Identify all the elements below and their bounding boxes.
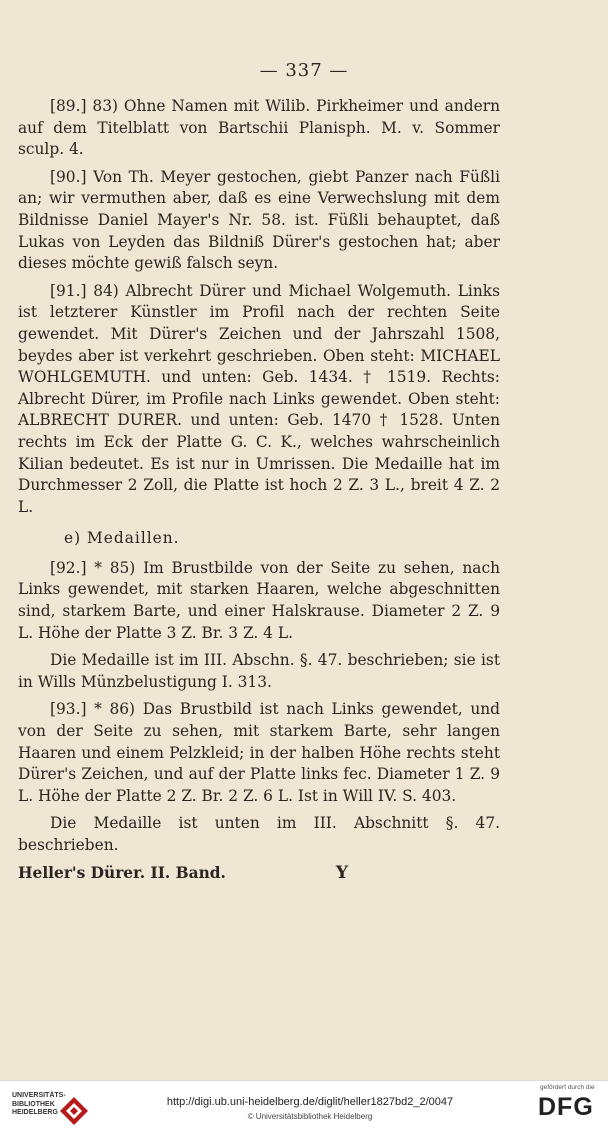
dfg-logo[interactable]: DFG (538, 1093, 594, 1121)
university-library-name: UNIVERSITÄTS- BIBLIOTHEK HEIDELBERG (12, 1092, 66, 1116)
copyright-notice: © Universitätsbibliothek Heidelberg (247, 1112, 373, 1121)
page-number: — 337 — (259, 60, 349, 81)
paragraph-90: [90.] Von Th. Meyer gestochen, giebt Panzer nach Füßli an; wir vermuthen aber, daß es eine Verwechslung mit dem Bildnisse Daniel Mayer's Nr. 58. ist. Füßli behauptet, daß Lukas von Leyden das Bildniß Dürer's gestochen hat; aber dieses möchte gewiß falsch seyn. (18, 167, 500, 273)
paragraph-92: [92.] * 85) Im Brustbilde von der Seite zu sehen, nach Links gewendet, mit starken Haaren, welche abgeschnitten sind, starkem Barte, und einer Halskrause. Diameter 2 Z. 9 L. Höhe der Platte 3 Z. Br. 3 Z. 4 L. (18, 558, 500, 642)
paragraph-93: [93.] * 86) Das Brustbild ist nach Links gewendet, und von der Seite zu sehen, mit starkem Barte, sehr langen Haaren und einem Pelzkleid; in der halben Höhe rechts steht Dürer's Zeichen, und auf der Platte links fec. Diameter 1 Z. 9 L. Höhe der Platte 2 Z. Br. 2 Z. 6 L. Ist in Will IV. S. 403. (18, 700, 500, 805)
paragraph-89: [89.] 83) Ohne Namen mit Wilib. Pirkheimer und andern auf dem Titelblatt von Bartschii Planisph. M. v. Sommer sculp. 4. (18, 97, 500, 159)
signature-mark: Y (335, 862, 348, 883)
permalink-url[interactable]: http://digi.ub.uni-heidelberg.de/diglit/heller1827bd2_2/0047 (166, 1096, 454, 1108)
section-heading-medaillen: e) Medaillen. (64, 529, 180, 548)
university-seal-icon (58, 1095, 90, 1127)
paragraph-91: [91.] 84) Albrecht Dürer und Michael Wolgemuth. Links ist letzterer Künstler im Profil nach der rechten Seite gewendet. Mit Dürer's Zeichen und der Jahrszahl 1508, beydes aber ist verkehrt geschrieben. Oben steht: MICHAEL WOHLGEMUTH. und unten: Geb. 1434. † 1519. Rechts: Albrecht Dürer, im Profile nach Links gewendet. Oben steht: ALBRECHT DURER. und unten: Geb. 1470 † 1528. Unten rechts im Eck der Platte G. C. K., welches wahrscheinlich Kilian bedeutet. Es ist nur in Umrissen. Die Medaille hat im Durchmesser 2 Zoll, die Platte ist hoch 2 Z. 3 L., breit 4 Z. 2 L. (18, 281, 500, 516)
running-footer (18, 863, 348, 885)
university-library-logo[interactable] (6, 1087, 136, 1123)
sponsor-text: gefördert durch die (540, 1084, 595, 1091)
paragraph-93-note: Die Medaille ist unten im III. Abschnitt §. 47. beschrieben. (18, 814, 500, 854)
viewer-footer (0, 1080, 608, 1128)
running-footer-title: Heller's Dürer. II. Band. (18, 863, 226, 882)
body-text (18, 96, 500, 884)
paragraph-92-note: Die Medaille ist im III. Abschn. §. 47. beschrieben; sie ist in Wills Münzbelustigung I. 313. (18, 651, 500, 691)
